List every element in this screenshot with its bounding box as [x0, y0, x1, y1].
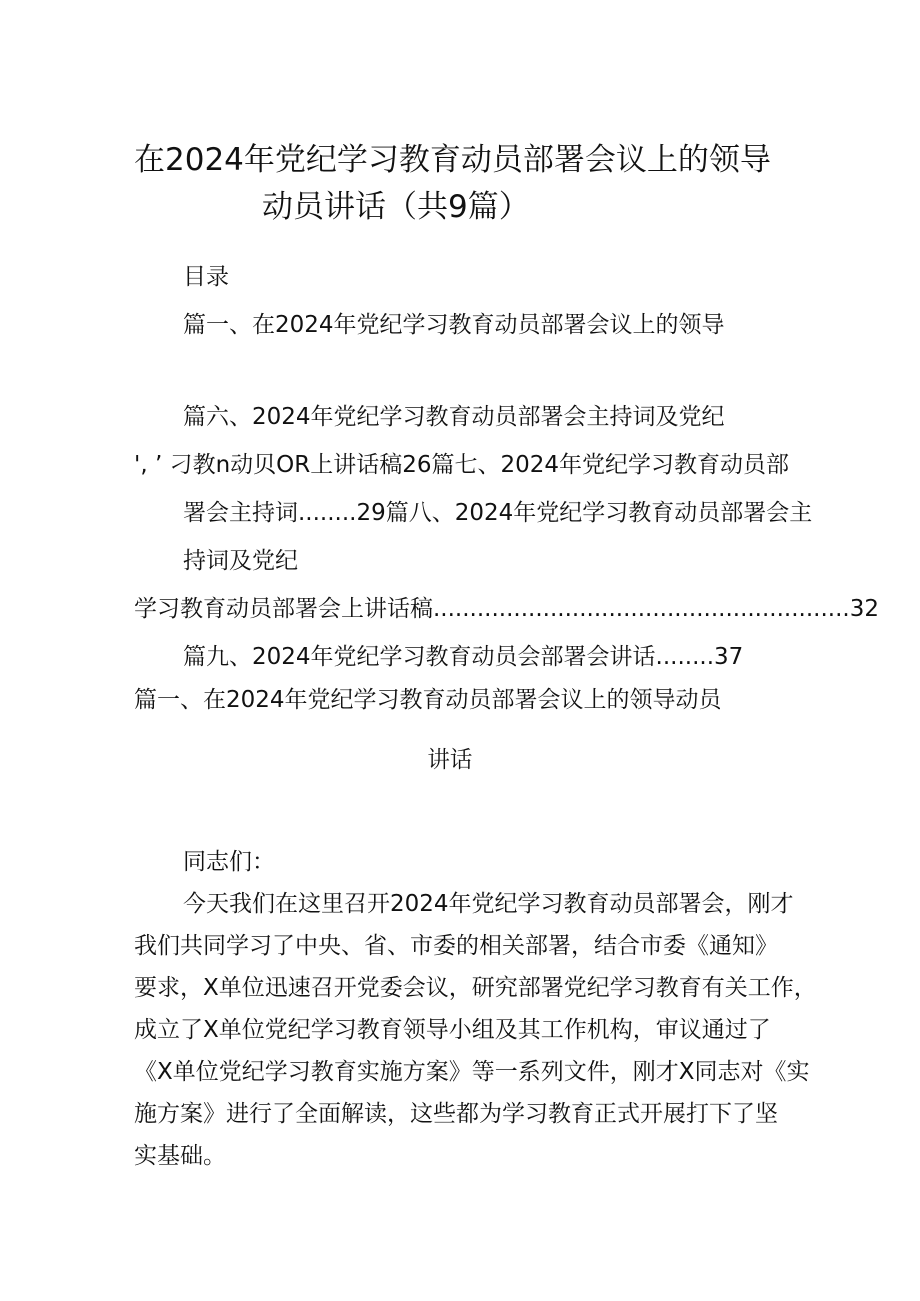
body-line: 要求，X单位迅速召开党委会议，研究部署党纪学习教育有关工作， — [134, 975, 817, 1001]
toc-heading: 目录 — [183, 264, 229, 290]
body-line: 施方案》进行了全面解读，这些都为学习教育正式开展打下了坚 — [134, 1101, 778, 1127]
document-title-line-2: 动员讲话（共9篇） — [262, 189, 530, 225]
section-heading-line-1: 篇一、在2024年党纪学习教育动员部署会议上的领导动员 — [134, 687, 722, 713]
toc-item: 篇九、2024年党纪学习教育动员会部署会讲话........37 — [183, 644, 744, 670]
toc-item: 署会主持词........29篇八、2024年党纪学习教育动员部署会主 — [183, 500, 813, 526]
body-line: 实基础。 — [134, 1143, 226, 1169]
toc-item: 篇一、在2024年党纪学习教育动员部署会议上的领导 — [183, 312, 725, 338]
section-heading-line-2: 讲话 — [427, 747, 473, 773]
salutation: 同志们： — [183, 849, 275, 875]
body-line: 成立了X单位党纪学习教育领导小组及其工作机构，审议通过了 — [134, 1017, 771, 1043]
toc-item: 学习教育动员部署会上讲话稿.........................................................32 — [134, 596, 879, 622]
body-line: 我们共同学习了中央、省、市委的相关部署，结合市委《通知》 — [134, 933, 778, 959]
body-line: 今天我们在这里召开2024年党纪学习教育动员部署会，刚才 — [183, 891, 794, 917]
toc-item: 持词及党纪 — [183, 548, 298, 574]
document-title-line-1: 在2024年党纪学习教育动员部署会议上的领导 — [134, 142, 771, 178]
toc-item: ', ’ 刁教n动贝OR上讲话稿26篇七、2024年党纪学习教育动员部 — [134, 452, 790, 478]
toc-item: 篇六、2024年党纪学习教育动员部署会主持词及党纪 — [183, 404, 725, 430]
body-line: 《X单位党纪学习教育实施方案》等一系列文件，刚才X同志对《实 — [134, 1059, 810, 1085]
